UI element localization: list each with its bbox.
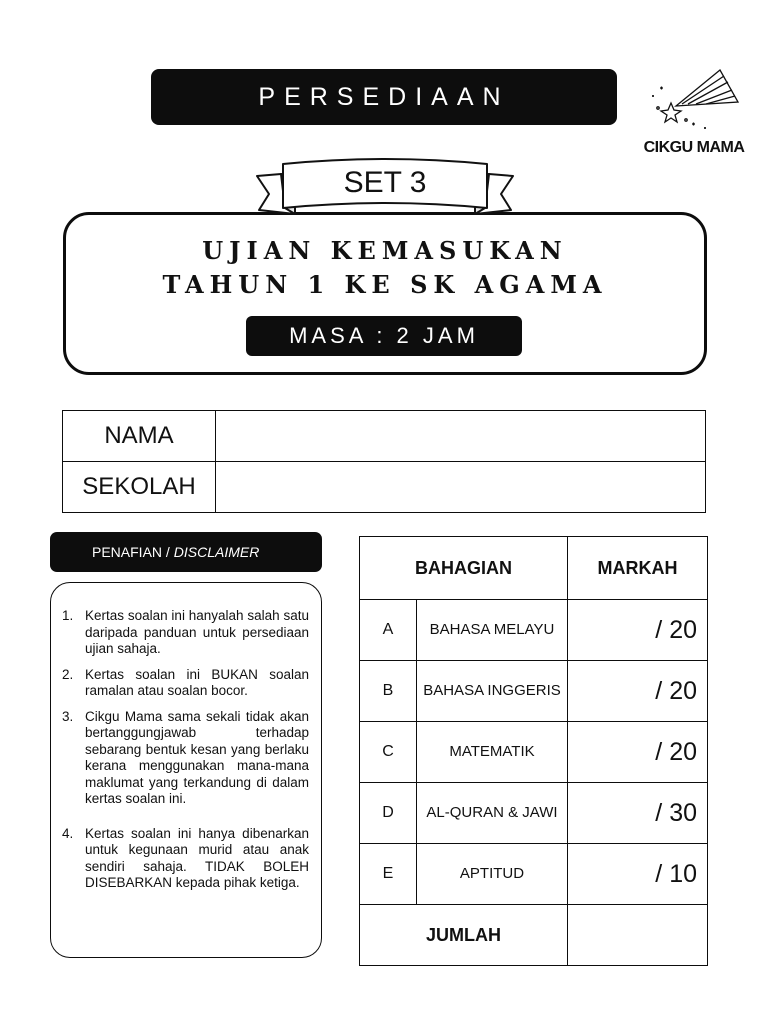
disclaimer-item	[62, 608, 309, 658]
marks-cell[interactable]: / 20	[568, 600, 708, 661]
set-label: SET 3	[343, 166, 427, 199]
name-field[interactable]	[216, 411, 706, 462]
header-banner	[151, 69, 617, 125]
disclaimer-item-number: 2.	[62, 666, 74, 682]
student-info-table	[62, 410, 706, 513]
subject-name: BAHASA MELAYU	[417, 600, 568, 661]
section-letter: C	[360, 722, 417, 783]
table-row	[360, 600, 708, 661]
disclaimer-item-text: Cikgu Mama sama sekali tidak akan bertanggungjawab terhadap sebarang bentuk kesan yang berlaku kerana menggunakan mana-mana maklumat yang terkandung di dalam kertas soalan ini.	[85, 708, 309, 806]
cikgu-mama-logo	[640, 62, 748, 162]
subject-name: AL-QURAN & JAWI	[417, 783, 568, 844]
school-label: SEKOLAH	[63, 462, 216, 513]
subject-name: MATEMATIK	[417, 722, 568, 783]
table-row	[360, 722, 708, 783]
exam-title-line-1: UJIAN KEMASUKAN	[202, 236, 568, 265]
section-letter: D	[360, 783, 417, 844]
marks-cell[interactable]: / 30	[568, 783, 708, 844]
marks-cell[interactable]: / 20	[568, 722, 708, 783]
disclaimer-item-number: 4.	[62, 825, 74, 841]
disclaimer-header-label: PENAFIAN /	[92, 544, 170, 560]
school-row	[63, 462, 706, 513]
section-letter: A	[360, 600, 417, 661]
marks-cell[interactable]: / 10	[568, 844, 708, 905]
disclaimer-item-text: Kertas soalan ini hanyalah salah satu daripada panduan untuk persediaan ujian sahaja.	[85, 608, 309, 656]
section-letter: B	[360, 661, 417, 722]
disclaimer-header-label-italic: DISCLAIMER	[173, 544, 260, 560]
section-letter: E	[360, 844, 417, 905]
marks-cell[interactable]: / 20	[568, 661, 708, 722]
table-row	[360, 661, 708, 722]
shooting-star-icon	[640, 62, 748, 142]
marks-table	[359, 536, 708, 966]
table-row	[360, 844, 708, 905]
disclaimer-item	[62, 826, 309, 892]
name-row	[63, 411, 706, 462]
subject-name: BAHASA INGGERIS	[417, 661, 568, 722]
duration-text: MASA : 2 JAM	[289, 323, 479, 348]
table-row	[360, 783, 708, 844]
disclaimer-item	[62, 709, 309, 808]
disclaimer-header	[50, 532, 322, 572]
logo-brand-text: CIKGU MAMA	[643, 139, 745, 156]
marks-column-header: MARKAH	[568, 537, 708, 600]
school-field[interactable]	[216, 462, 706, 513]
name-label: NAMA	[63, 411, 216, 462]
section-column-header: BAHAGIAN	[360, 537, 568, 600]
marks-table-header	[360, 537, 708, 600]
total-label: JUMLAH	[360, 905, 568, 966]
disclaimer-item-number: 3.	[62, 708, 74, 724]
exam-title-line-2: TAHUN 1 KE SK AGAMA	[162, 270, 608, 299]
total-marks-cell[interactable]	[568, 905, 708, 966]
disclaimer-item	[62, 667, 309, 700]
disclaimer-item-number: 1.	[62, 608, 74, 623]
disclaimer-list	[62, 608, 309, 901]
subject-name: APTITUD	[417, 844, 568, 905]
total-row	[360, 905, 708, 966]
disclaimer-item-text: Kertas soalan ini hanya dibenarkan untuk kegunaan murid atau anak sendiri sahaja. TIDAK BOLEH DISEBARKAN kepada pihak ketiga.	[85, 825, 309, 890]
duration-badge	[246, 316, 522, 356]
header-banner-text: PERSEDIAAN	[258, 82, 510, 111]
disclaimer-item-text: Kertas soalan ini BUKAN soalan ramalan atau soalan bocor.	[85, 666, 309, 698]
